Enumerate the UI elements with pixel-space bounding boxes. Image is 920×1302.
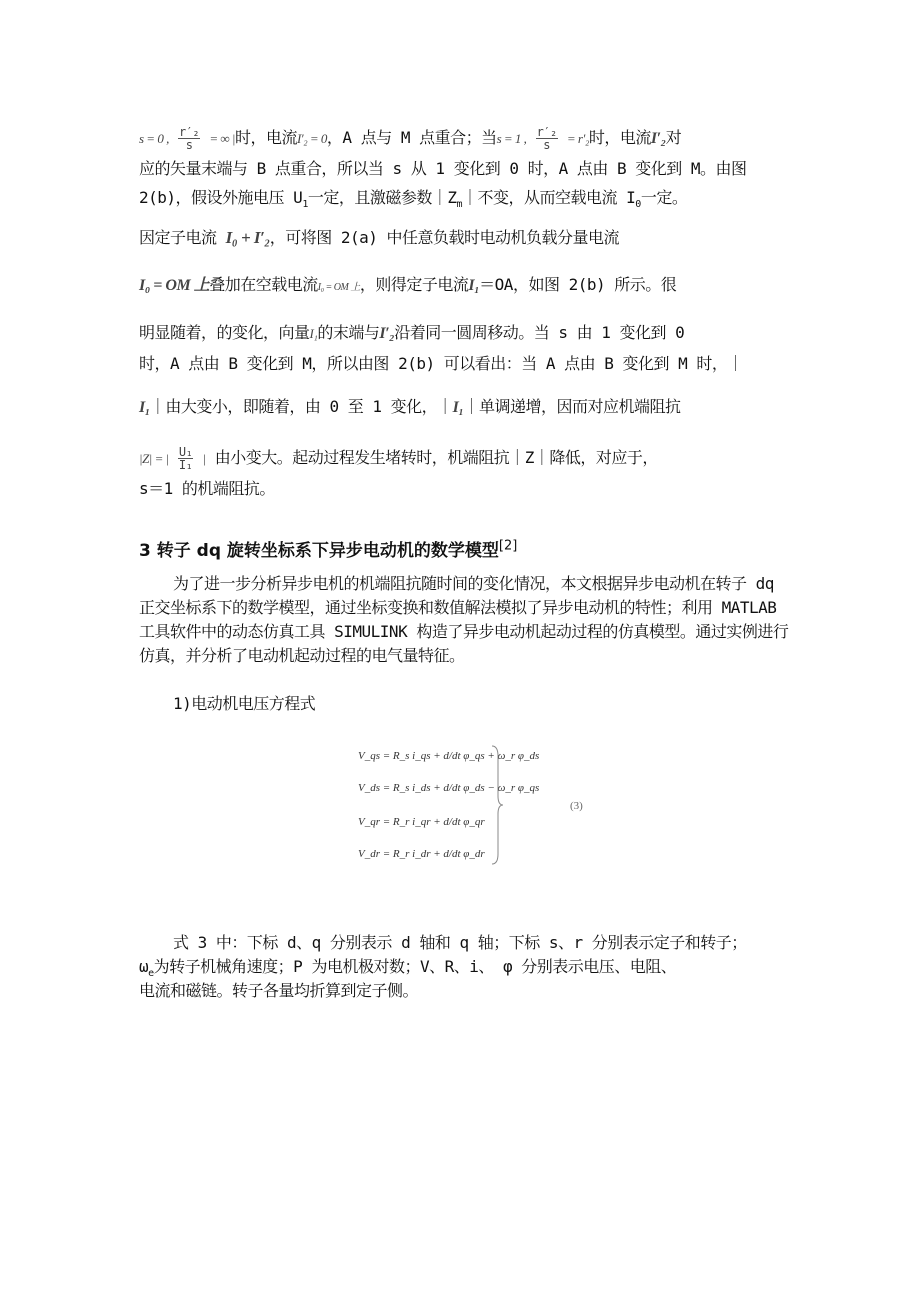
fraction-r2-over-s-2 [536,126,558,151]
text-segment: ｜单调递增，因而对应机端阻抗 [463,397,681,416]
citation-ref: [2] [498,538,518,554]
para1-line1 [139,126,681,151]
fraction-denominator: s [543,138,551,152]
para1-line9 [139,446,658,471]
fraction-r2-over-s [178,126,200,151]
list-item-1: 1)电动机电压方程式 [173,694,316,713]
formula-bar: | [202,451,206,466]
fraction-u1-over-i1 [178,446,193,471]
text-segment: 对 [665,128,682,147]
para1-line10: s＝1 的机端阻抗。 [139,479,275,498]
subscript: e [148,968,154,980]
para1-line8 [139,396,680,419]
fraction-numerator: U₁ [178,445,193,459]
text-segment: ｜由大变小，即随着，由 0 至 1 变化，｜ [149,397,453,416]
text-segment: 明显随着，的变化，向量 [139,323,310,342]
formula-equals-r2: = r′₂ [566,131,589,146]
formula-infinity: = ∞ | [209,131,235,146]
equation-row-2: V_ds = R_s i_ds + d/dt φ_ds − ω_r φ_qs [358,782,540,794]
equation-row-4: V_dr = R_r i_dr + d/dt φ_dr [358,848,485,860]
text-segment: ，可将图 2(a) 中任意负载时电动机负载分量电流 [269,228,620,247]
text-segment: 因定子电流 [139,228,217,247]
formula-i1: I₁ [139,399,150,416]
text-segment: 时，电流 [588,128,651,147]
para1-line6 [139,322,684,345]
para3-line3: 电流和磁链。转子各量均折算到定子侧。 [139,981,419,1000]
formula-i1: I₁ [309,326,318,341]
text-segment: 的末端与 [317,323,380,342]
para1-line2: 应的矢量末端与 B 点重合，所以当 s 从 1 变化到 0 时，A 点由 B 变化到 M。由图 [139,159,747,178]
para1-line5 [139,274,676,299]
para1-line4 [139,227,619,249]
fraction-numerator: r′₂ [536,125,557,139]
text-segment: 一定，且激磁参数｜Z [307,188,457,207]
formula-s-one: s = 1 , [496,131,527,146]
equation-block [350,740,610,870]
subscript: 1 [302,199,308,211]
formula-i1: I₁ [452,399,464,416]
formula-i2: I′₂ [379,325,395,342]
text-segment: ｜不变，从而空载电流 I [462,188,636,207]
right-brace-icon [490,744,504,866]
fraction-denominator: I₁ [178,458,193,472]
section-title: 3 转子 dq 旋转坐标系下异步电动机的数学模型 [139,541,499,561]
fraction-denominator: s [185,138,193,152]
formula-i0-plus-i2: I₀ + I′₂ [225,228,270,247]
section-heading [139,536,517,561]
equation-row-3: V_qr = R_r i_qr + d/dt φ_qr [358,816,485,828]
para1-line3 [139,187,687,216]
text-segment: ，A 点与 M 点重合；当 [326,128,497,147]
formula-i1: I₁ [468,277,480,294]
fraction-numerator: r′₂ [178,125,200,139]
formula-z-equals: |Z| = | [139,451,169,466]
para3-line1: 式 3 中：下标 d、q 分别表示 d 轴和 q 轴；下标 s、r 分别表示定子和转子； [173,933,747,952]
para1-line7: 时，A 点由 B 变化到 M，所以由图 2(b) 可以看出：当 A 点由 B 变化到 M 时，｜ [139,354,743,373]
text-segment: ＝OA，如图 2(b) 所示。很 [479,275,677,294]
equation-row-1: V_qs = R_s i_qs + d/dt φ_qs + ω_r φ_ds [358,750,540,762]
text-segment: 时，电流 [234,128,297,147]
subscript: m [456,199,463,211]
formula-i0-om-small: I₀ = OM 上 [317,282,360,293]
formula-i0-om: I₀ = OM 上 [139,277,210,294]
subscript: 0 [635,199,641,211]
text-segment: ，则得定子电流 [359,275,469,294]
equation-number: (3) [570,800,583,812]
text-segment: 一定。 [640,188,688,207]
formula-i2: I′₂ [650,130,666,147]
text-segment: 由小变大。起动过程发生堵转时，机端阻抗｜Z｜降低，对应于， [214,448,658,467]
formula-s-zero: s = 0 , [139,131,169,146]
text-segment: 为转子机械角速度；P 为电机极对数；V、R、i、 φ 分别表示电压、电阻、 [153,957,677,976]
text-segment: 叠加在空载电流 [209,275,318,294]
paragraph-intro: 为了进一步分析异步电机的机端阻抗随时间的变化情况，本文根据异步电动机在转子 dq 正交坐标系下的数学模型，通过坐标变换和数值解法模拟了异步电动机的特性；利用 MATLAB 工具软件中的动态仿真工具 SIMULINK 构造了异步电动机起动过程的仿真模型。通过实例进行仿真，并分析了电动机起动过程的电气量特征。 [139,574,789,665]
text-segment: 2(b)，假设外施电压 U [139,188,303,207]
text-segment: ω [139,957,149,976]
formula-i2-zero: I′₂ = 0 [296,131,327,146]
text-segment: 沿着同一圆周移动。当 s 由 1 变化到 0 [394,323,685,342]
